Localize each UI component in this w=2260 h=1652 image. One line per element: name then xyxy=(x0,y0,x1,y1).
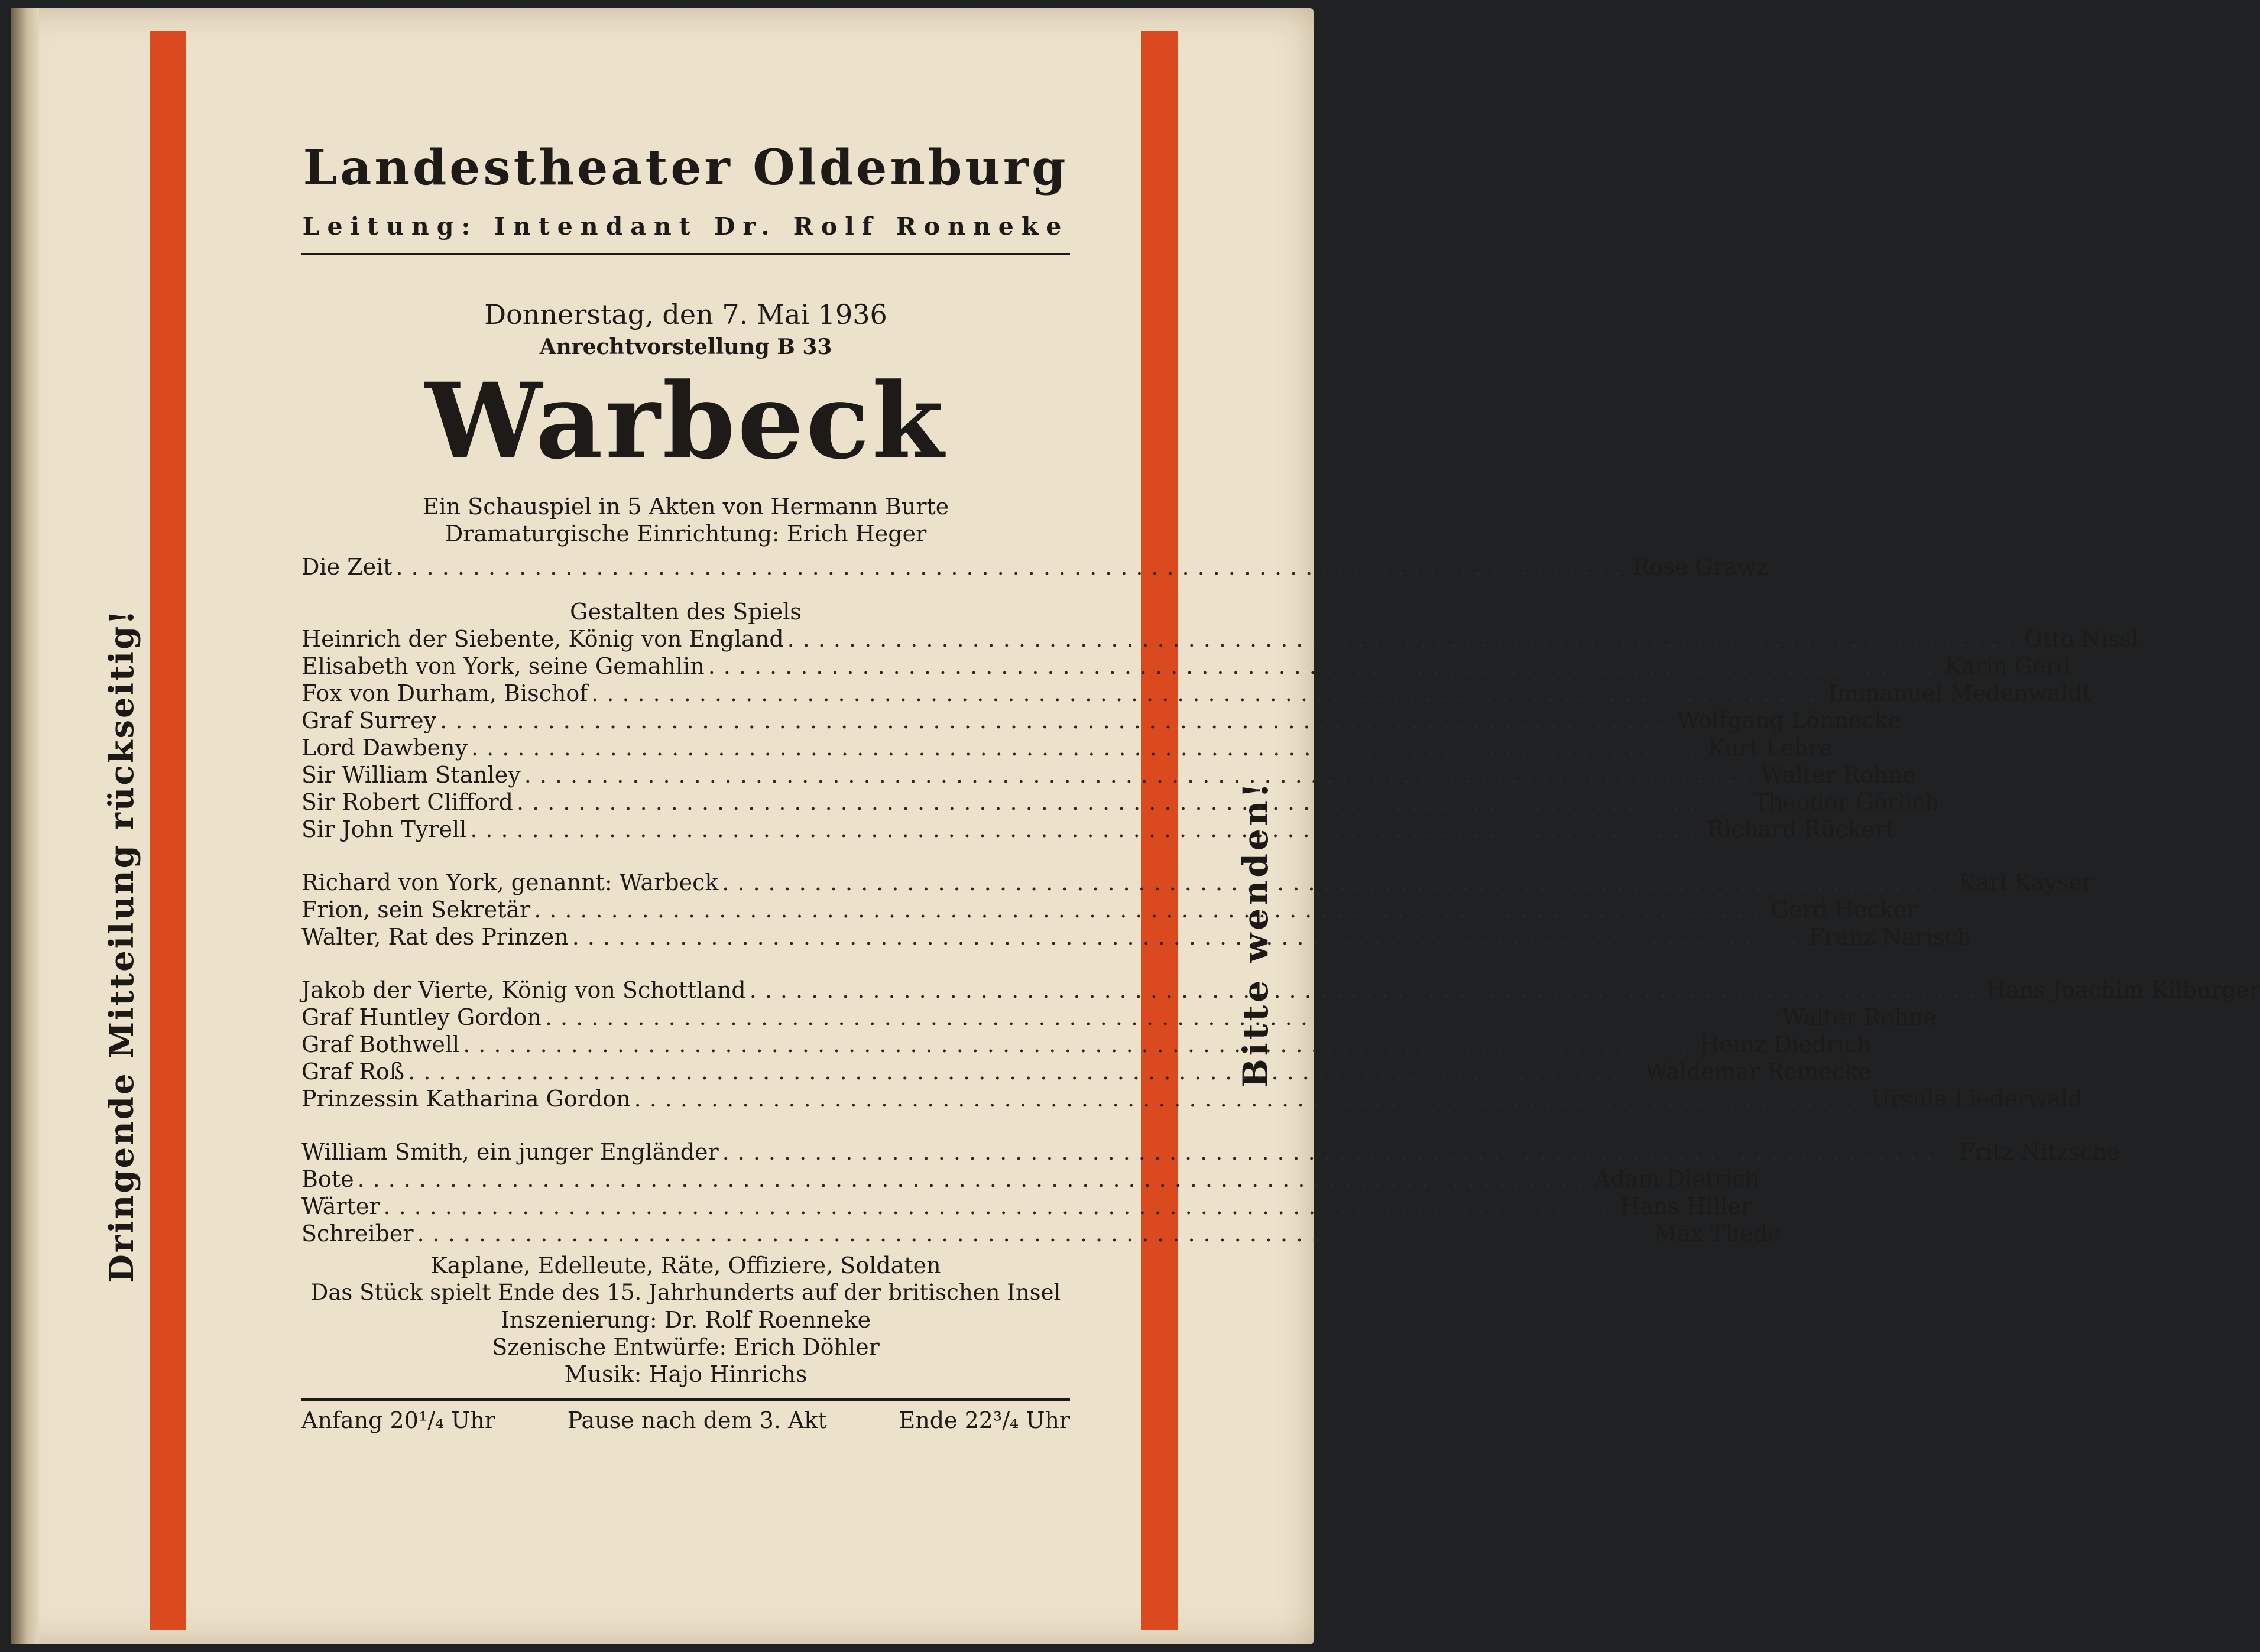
dot-leader: ................................................................................ xyxy=(708,653,1942,679)
cast-row xyxy=(301,625,2139,653)
dot-leader: ................................................................................ xyxy=(383,1193,1617,1219)
cast-row xyxy=(301,707,1902,734)
cast-row xyxy=(301,976,2260,1004)
dot-leader: ................................................................................ xyxy=(470,816,1704,842)
cast-group xyxy=(301,869,2093,950)
role-name: Richard von York, genannt: Warbeck xyxy=(301,869,719,895)
dot-leader: ................................................................................ xyxy=(787,626,2021,652)
actor-name: Hans Hiller xyxy=(1620,1193,1752,1219)
dramaturgy-line: Dramaturgische Einrichtung: Erich Heger xyxy=(445,521,927,547)
role-name: Heinrich der Siebente, König von England xyxy=(301,626,784,652)
cast-row xyxy=(301,1085,2083,1112)
header-rule xyxy=(301,253,1070,255)
theater-name: Landestheater Oldenburg xyxy=(303,139,1069,196)
cast-row xyxy=(301,734,1833,761)
actor-name: Franz Narisch xyxy=(1809,924,1972,950)
cast-row xyxy=(301,788,1940,816)
role-name: Sir William Stanley xyxy=(301,762,521,788)
actor-name: Walter Rohne xyxy=(1761,762,1916,788)
actor-name: Karin Gerd xyxy=(1945,653,2071,679)
dot-leader: ................................................................................ xyxy=(722,1139,1956,1165)
role-name: Bote xyxy=(301,1166,354,1192)
dot-leader: ................................................................................ xyxy=(440,707,1674,733)
intermission-note: Pause nach dem 3. Akt xyxy=(567,1407,827,1433)
cast-row xyxy=(301,896,1918,923)
actor-name: Hans Joachim Kilburger xyxy=(1986,977,2260,1003)
subscription-line: Anrechtvorstellung B 33 xyxy=(539,335,832,359)
management-line: Leitung: Intendant Dr. Rolf Ronneke xyxy=(302,212,1069,241)
left-red-stripe xyxy=(150,31,186,1630)
actor-name: Otto Nissl xyxy=(2024,626,2139,652)
dot-leader: ................................................................................ xyxy=(591,680,1825,706)
play-subtitle: Ein Schauspiel in 5 Akten von Hermann Burte xyxy=(422,494,949,520)
dot-leader: ................................................................................ xyxy=(524,762,1758,788)
actor-name: Heinz Diedrich xyxy=(1700,1031,1872,1057)
role-name: Prinzessin Katharina Gordon xyxy=(301,1086,631,1112)
play-title: Warbeck xyxy=(425,360,946,482)
dot-leader: ................................................................................ xyxy=(395,554,1629,580)
binding-edge xyxy=(11,8,39,1644)
actor-name: Max Thede xyxy=(1653,1221,1781,1247)
left-side-note: Dringende Mitteilung rückseitig! xyxy=(102,608,141,1283)
cast-row xyxy=(301,816,1895,843)
role-name: Jakob der Vierte, König von Schottland xyxy=(301,977,746,1003)
extras-line: Kaplane, Edelleute, Räte, Offiziere, Soldaten xyxy=(430,1252,941,1278)
cast-row xyxy=(301,761,1916,788)
cast-row xyxy=(301,1138,2120,1166)
dot-leader: ................................................................................ xyxy=(572,924,1806,950)
end-time: Ende 22³/₄ Uhr xyxy=(899,1407,1070,1433)
role-name: Graf Huntley Gordon xyxy=(301,1004,542,1030)
timing-row xyxy=(301,1404,1070,1436)
credits-block xyxy=(301,1252,1070,1388)
cast-row xyxy=(301,1058,1872,1085)
role-name: Fox von Durham, Bischof xyxy=(301,680,588,706)
role-name: Sir John Tyrell xyxy=(301,816,467,842)
dot-leader: ................................................................................ xyxy=(722,869,1956,895)
dot-leader: ................................................................................ xyxy=(408,1059,1642,1085)
cast-row xyxy=(301,1031,1872,1058)
dot-leader: ................................................................................ xyxy=(471,735,1705,761)
setting-line: Das Stück spielt Ende des 15. Jahrhunderts auf der britischen Insel xyxy=(310,1280,1061,1305)
cast-heading: Gestalten des Spiels xyxy=(570,599,802,625)
cast-group xyxy=(301,625,2139,843)
direction-line: Inszenierung: Dr. Rolf Roenneke xyxy=(500,1307,871,1333)
dot-leader: ................................................................................ xyxy=(463,1031,1697,1057)
performance-date: Donnerstag, den 7. Mai 1936 xyxy=(484,298,887,330)
cast-row xyxy=(301,1004,1937,1031)
footer-rule xyxy=(301,1398,1070,1401)
cast-row xyxy=(301,869,2093,896)
start-time: Anfang 20¹/₄ Uhr xyxy=(301,1407,495,1433)
role-name: Die Zeit xyxy=(301,554,393,580)
cast-row xyxy=(301,1166,1759,1193)
role-name: Frion, sein Sekretär xyxy=(301,897,531,923)
actor-name: Kurt Lehre xyxy=(1708,735,1833,761)
role-name: Wärter xyxy=(301,1193,380,1219)
actor-name: Richard Rückert xyxy=(1707,816,1895,842)
cast-row xyxy=(301,1193,1752,1220)
actor-name: Fritz Nitzsche xyxy=(1959,1139,2120,1165)
actor-name: Karl Kayser xyxy=(1959,869,2093,895)
cast-row xyxy=(301,923,1972,950)
role-name: Sir Robert Clifford xyxy=(301,789,513,815)
dot-leader: ................................................................................ xyxy=(417,1221,1651,1247)
role-name: Lord Dawbeny xyxy=(301,735,468,761)
role-name: Graf Bothwell xyxy=(301,1031,460,1057)
role-name: Schreiber xyxy=(301,1221,414,1247)
actor-name: Adam Dietrich xyxy=(1594,1166,1759,1192)
role-name: Graf Roß xyxy=(301,1059,405,1085)
role-name: William Smith, ein junger Engländer xyxy=(301,1139,719,1165)
actor-name: Waldemar Reinecke xyxy=(1645,1059,1872,1085)
role-name: Walter, Rat des Prinzen xyxy=(301,924,569,950)
actor-name: Gerd Hecker xyxy=(1771,897,1918,923)
right-side-note: Bitte wenden! xyxy=(1236,780,1276,1088)
prologue-row xyxy=(301,553,1769,580)
role-name: Elisabeth von York, seine Gemahlin xyxy=(301,653,705,679)
design-line: Szenische Entwürfe: Erich Döhler xyxy=(492,1334,880,1360)
cast-group xyxy=(301,976,2260,1112)
role-name: Graf Surrey xyxy=(301,707,437,733)
actor-name: Ursula Liederwald xyxy=(1870,1086,2083,1112)
dot-leader: ................................................................................ xyxy=(534,897,1768,923)
actor-name: Immanuel Medenwaldt xyxy=(1828,680,2092,706)
dot-leader: ................................................................................ xyxy=(517,789,1750,815)
dot-leader: ................................................................................ xyxy=(749,977,1983,1003)
actor-name: Theodor Görlich xyxy=(1753,789,1940,815)
actor-name: Rose Grawz xyxy=(1632,554,1769,580)
actor-name: Walter Rohne xyxy=(1782,1004,1937,1030)
dot-leader: ................................................................................ xyxy=(544,1004,1779,1030)
cast-group xyxy=(301,1138,2120,1247)
actor-name: Wolfgang Lönnecke xyxy=(1677,707,1902,733)
dot-leader: ................................................................................ xyxy=(634,1086,1867,1112)
music-line: Musik: Hajo Hinrichs xyxy=(564,1361,808,1387)
dot-leader: ................................................................................ xyxy=(357,1166,1591,1192)
cast-row xyxy=(301,1220,1781,1247)
cast-row xyxy=(301,680,2092,707)
cast-row xyxy=(301,653,2071,680)
